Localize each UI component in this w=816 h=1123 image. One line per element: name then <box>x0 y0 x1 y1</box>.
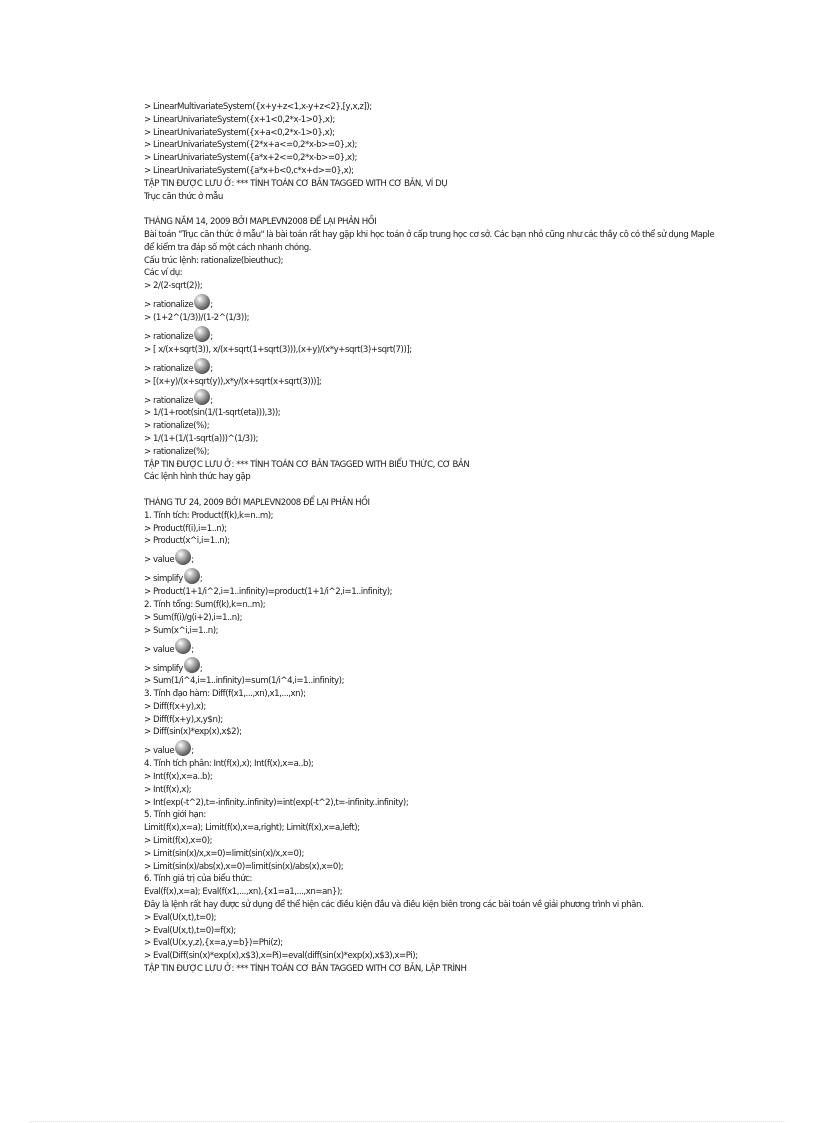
text-line: 6. Tính giá trị của biểu thức: <box>144 874 252 885</box>
command-text: > simplify <box>144 663 183 674</box>
text-line: > 2/(2-sqrt(2)); <box>144 281 203 292</box>
maple-output-image-icon <box>175 638 191 654</box>
text-line: > [ x/(x+sqrt(3)), x/(x+sqrt(1+sqrt(3))),(x+y)/(x*y+sqrt(3)+sqrt(7))]; <box>144 344 412 355</box>
text-line: Các lệnh hình thức hay gặp <box>144 472 251 483</box>
text-line: > LinearMultivariateSystem({x+y+z<1,x-y+z<2},[y,x,z]); <box>144 102 372 112</box>
command-terminator: ; <box>191 644 194 655</box>
text-line: 4. Tính tích phân: Int(f(x),x); Int(f(x),x=a..b); <box>144 759 314 770</box>
command-text: > value <box>144 644 175 655</box>
maple-command-line <box>144 293 734 312</box>
maple-output-image-icon <box>194 358 213 374</box>
text-line: > LinearUnivariateSystem({a*x+b<0,c*x+d>=0},x); <box>144 165 354 176</box>
maple-command-line <box>144 567 734 586</box>
command-terminator: ; <box>199 574 203 585</box>
command-text: > value <box>144 746 175 757</box>
text-line: 1. Tính tích: Product(f(k),k=n..m); <box>144 510 274 521</box>
maple-output-image-icon <box>194 294 213 311</box>
text-line: Limit(f(x),x=a); Limit(f(x),x=a,right); Limit(f(x),x=a,left); <box>144 823 360 834</box>
text-line: Cấu trúc lệnh: rationalize(bieuthuc); <box>144 255 284 266</box>
text-line: Trục căn thức ở mẫu <box>144 191 223 202</box>
maple-output-image-icon <box>175 549 194 566</box>
text-line: > [(x+y)/(x+sqrt(y)),x*y/(x+sqrt(x+sqrt(3)))]; <box>144 376 322 387</box>
page-bottom-divider <box>30 1121 786 1122</box>
maple-command-line <box>144 388 734 407</box>
command-text: > rationalize <box>144 395 194 406</box>
text-line: > Product(x^i,i=1..n); <box>144 536 230 547</box>
text-line: > Limit(sin(x)/x,x=0)=limit(sin(x)/x,x=0); <box>144 848 304 859</box>
command-text: > rationalize <box>144 363 194 374</box>
maple-command-line <box>144 739 734 758</box>
command-terminator: ; <box>191 555 194 566</box>
maple-output-image-icon <box>194 389 210 405</box>
maple-output-image-icon <box>184 568 203 585</box>
text-line: > Diff(f(x+y),x,y$n); <box>144 714 223 725</box>
text-line: > rationalize(%); <box>144 446 210 457</box>
text-line: > Eval(U(x,y,z),{x=a,y=b})=Phi(z); <box>144 938 283 949</box>
text-line: > Eval(U(x,t),t=0); <box>144 912 217 923</box>
command-text: > simplify <box>144 574 183 585</box>
text-line: Đây là lệnh rất hay được sử dụng để thể hiện các điều kiện đầu và điều kiện biên trong các bài toán về giải phương trình vi phân. <box>144 900 644 911</box>
maple-command-line <box>144 357 734 376</box>
command-text: > rationalize <box>144 331 194 342</box>
text-line: Eval(f(x),x=a); Eval(f(x1,...,xn),{x1=a1,...,xn=an}); <box>144 887 343 898</box>
text-line: 2. Tính tổng: Sum(f(k),k=n..m); <box>144 599 266 610</box>
text-line: > Sum(x^i,i=1..n); <box>144 625 219 636</box>
maple-command-line <box>144 325 734 344</box>
text-line: > Sum(f(i)/g(i+2),i=1..n); <box>144 612 243 623</box>
text-line: > Eval(Diff(sin(x)*exp(x),x$3),x=Pi)=eval(diff(sin(x)*exp(x),x$3),x=Pi); <box>144 951 418 962</box>
text-line: > Eval(U(x,t),t=0)=f(x); <box>144 925 236 936</box>
maple-output-image-icon <box>194 326 213 342</box>
command-terminator: ; <box>210 395 213 406</box>
text-line: > Int(f(x),x=a..b); <box>144 772 213 783</box>
command-terminator: ; <box>210 300 213 311</box>
text-line: > LinearUnivariateSystem({2*x+a<=0,2*x-b>=0},x); <box>144 140 357 151</box>
text-line: TẬP TIN ĐƯỢC LƯU Ở: *** TÍNH TOÁN CƠ BẢN TAGGED WITH CƠ BẢN, VÍ DỤ <box>144 178 448 189</box>
command-terminator: ; <box>210 363 213 374</box>
text-line: để kiểm tra đáp số một cách nhanh chóng. <box>144 242 311 253</box>
text-line: > Int(exp(-t^2),t=-infinity..infinity)=int(exp(-t^2),t=-infinity..infinity); <box>144 797 409 808</box>
text-line: > Product(1+1/i^2,i=1..infinity)=product(1+1/i^2,i=1..infinity); <box>144 587 393 598</box>
command-text: > value <box>144 555 175 566</box>
text-line: > Limit(sin(x)/abs(x),x=0)=limit(sin(x)/abs(x),x=0); <box>144 861 344 872</box>
text-line: > Diff(sin(x)*exp(x),x$2); <box>144 727 242 738</box>
document-body <box>144 101 734 976</box>
text-line: 3. Tính đạo hàm: Diff(f(x1,...,xn),x1,...,xn); <box>144 689 306 700</box>
text-line: > (1+2^(1/3))/(1-2^(1/3)); <box>144 312 250 323</box>
text-line: > Product(f(i),i=1..n); <box>144 523 227 534</box>
text-line: > Diff(f(x+y),x); <box>144 701 206 712</box>
text-line: > Int(f(x),x); <box>144 784 192 795</box>
text-line: 5. Tính giới hạn: <box>144 810 206 821</box>
command-terminator: ; <box>199 663 203 674</box>
text-line: THÁNG NĂM 14, 2009 BỞI MAPLEVN2008 ĐỂ LẠI PHẢN HỒI <box>144 217 377 228</box>
text-line: > LinearUnivariateSystem({a*x+2<=0,2*x-b>=0},x); <box>144 153 357 164</box>
text-line: > Limit(f(x),x=0); <box>144 836 213 847</box>
text-line: THÁNG TƯ 24, 2009 BỞI MAPLEVN2008 ĐỂ LẠI PHẢN HỒI <box>144 497 370 508</box>
command-text: > rationalize <box>144 300 194 311</box>
blank-line <box>144 203 734 216</box>
text-line: > rationalize(%); <box>144 421 210 432</box>
text-line: > 1/(1+(1/(1-sqrt(a)))^(1/3)); <box>144 433 258 444</box>
text-line: Bài toán "Trục căn thức ở mẫu" là bài toán rất hay gặp khi học toán ở cấp trung học cơ sở. Các bạn nhỏ cũng như các thầy cô có thể sử dụng Maple <box>144 229 715 240</box>
command-terminator: ; <box>191 746 194 757</box>
text-line: TẬP TIN ĐƯỢC LƯU Ở: *** TÍNH TOÁN CƠ BẢN TAGGED WITH CƠ BẢN, LẬP TRÌNH <box>144 964 467 975</box>
text-line: > 1/(1+root(sin(1/(1-sqrt(eta))),3)); <box>144 408 281 419</box>
maple-output-image-icon <box>175 740 194 757</box>
text-line: > LinearUnivariateSystem({x+1<0,2*x-1>0},x); <box>144 114 335 125</box>
command-terminator: ; <box>210 331 213 342</box>
text-line: > Sum(1/i^4,i=1..infinity)=sum(1/i^4,i=1..infinity); <box>144 676 345 687</box>
text-line: TẬP TIN ĐƯỢC LƯU Ở: *** TÍNH TOÁN CƠ BẢN TAGGED WITH BIỂU THỨC, CƠ BẢN <box>144 459 470 470</box>
maple-command-line <box>144 637 734 656</box>
blank-line <box>144 484 734 497</box>
text-line: Các ví dụ: <box>144 268 183 279</box>
maple-command-line <box>144 656 734 675</box>
text-line: > LinearUnivariateSystem({x+a<0,2*x-1>0},x); <box>144 127 335 138</box>
maple-command-line <box>144 548 734 567</box>
maple-output-image-icon <box>184 657 200 673</box>
